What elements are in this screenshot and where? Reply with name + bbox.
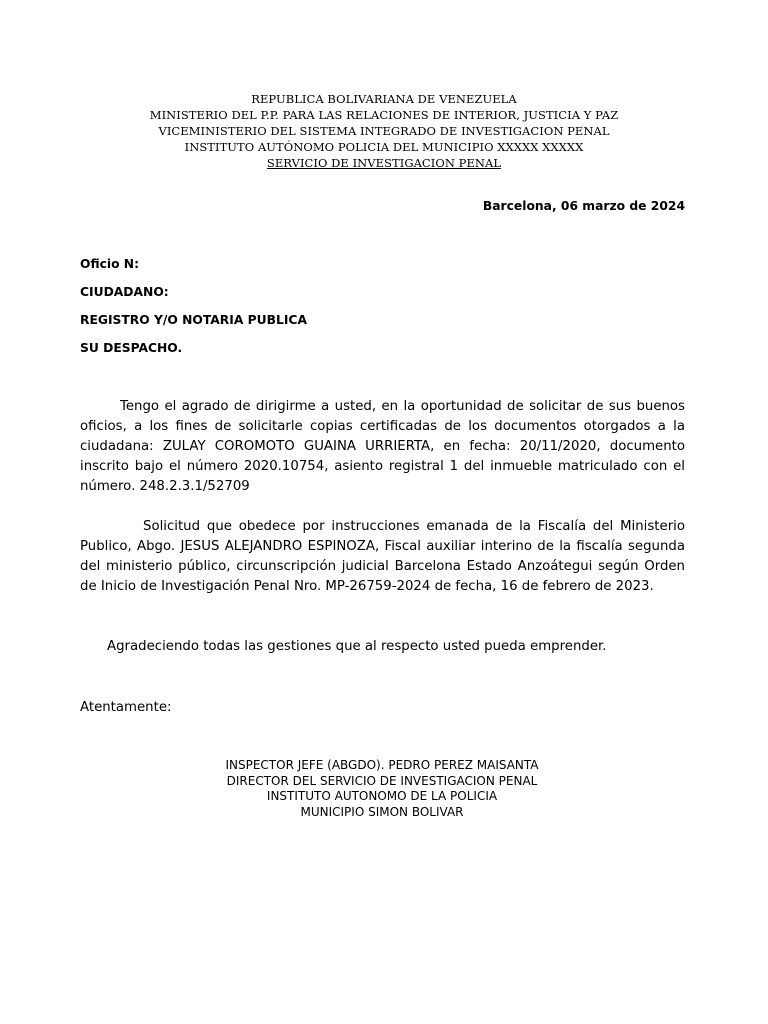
letterhead-line-viceministry: VICEMINISTERIO DEL SISTEMA INTEGRADO DE INVESTIGACION PENAL — [158, 124, 610, 138]
signature-line-municipality: MUNICIPIO SIMON BOLIVAR — [300, 804, 464, 819]
closing-salutation: Atentamente: — [80, 700, 172, 715]
signature-block — [0, 758, 764, 820]
letterhead-line-institute: INSTITUTO AUTÓNOMO POLICIA DEL MUNICIPIO XXXXX XXXXX — [184, 140, 584, 154]
letterhead-line-republic: REPUBLICA BOLIVARIANA DE VENEZUELA — [251, 92, 517, 106]
ciudadano-label: CIUDADANO: — [80, 285, 169, 299]
signature-line-institute: INSTITUTO AUTONOMO DE LA POLICIA — [266, 789, 498, 803]
letterhead — [0, 91, 768, 171]
signature-line-title: DIRECTOR DEL SERVICIO DE INVESTIGACION PENAL — [226, 773, 538, 788]
oficio-number-label: Oficio N: — [80, 257, 140, 271]
letterhead-line-service: SERVICIO DE INVESTIGACION PENAL — [266, 156, 502, 170]
body-paragraph-instructions: Solicitud que obedece por instrucciones emanada de la Fiscalía del Ministerio Publico, Abgo. JESUS ALEJANDRO ESPINOZA, Fiscal auxiliar interino de la fiscalía segunda del ministerio público, circunscripción judicial Barcelona Estado Anzoátegui según Orden de Inicio de Investigación Penal Nro. MP-26759-2024 de fecha, 16 de febrero de 2023. — [80, 519, 685, 594]
letter-date: Barcelona, 06 marzo de 2024 — [482, 199, 685, 213]
registry-addressee: REGISTRO Y/O NOTARIA PUBLICA — [80, 313, 307, 327]
signature-line-name: INSPECTOR JEFE (ABGDO). PEDRO PEREZ MAISANTA — [225, 758, 539, 772]
body-paragraph-thanks: Agradeciendo todas las gestiones que al respecto usted pueda emprender. — [107, 639, 607, 654]
letterhead-line-ministry: MINISTERIO DEL P.P. PARA LAS RELACIONES DE INTERIOR, JUSTICIA Y PAZ — [149, 108, 619, 122]
body-paragraph-request: Tengo el agrado de dirigirme a usted, en la oportunidad de solicitar de sus buenos oficios, a los fines de solicitarle copias certificadas de los documentos otorgados a la ciudadana: ZULAY COROMOTO GUAINA URRIERTA, en fecha: 20/11/2020, documento inscrito bajo el número 2020.10754, asiento registral 1 del inmueble matriculado con el número. 248.2.3.1/52709 — [80, 399, 685, 494]
despacho-label: SU DESPACHO. — [80, 341, 183, 355]
